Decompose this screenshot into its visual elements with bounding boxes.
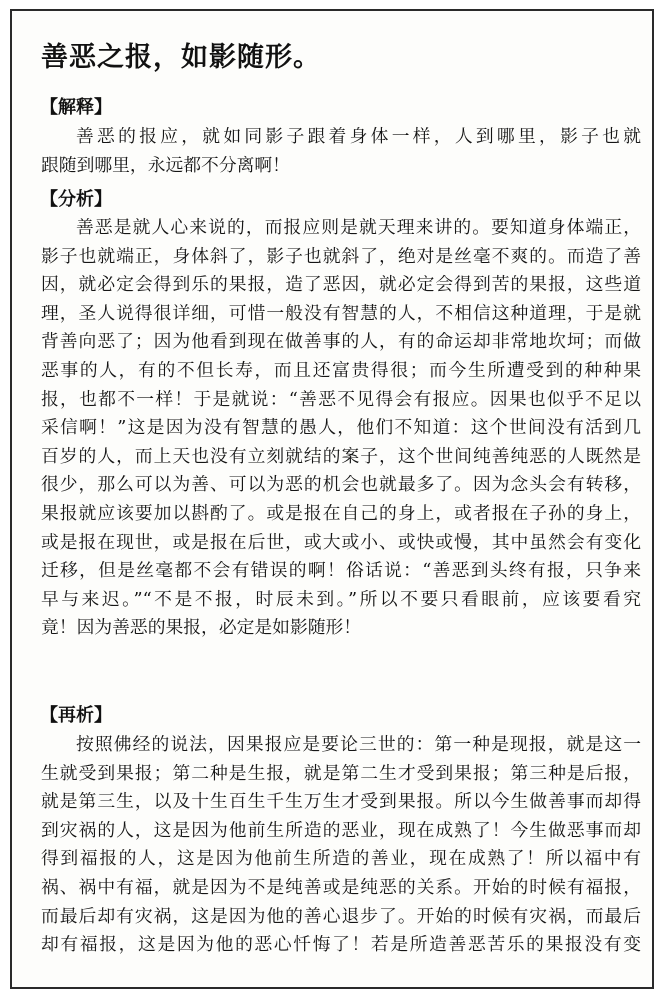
paragraph-line: 到灾祸的人，这是因为他前生所造的恶业，现在成熟了！今生做恶事而却 bbox=[41, 819, 641, 841]
paragraph-line: 百岁的人，而上天也没有立刻就结的案子，这个世间纯善纯恶的人既然是 bbox=[41, 445, 641, 467]
paragraph-line: 早与来迟。”“不是不报，时辰未到。”所以不要只看眼前，应该要看究 bbox=[41, 588, 641, 610]
section-body-further-analysis bbox=[41, 731, 641, 960]
paragraph-line: 按照佛经的说法，因果报应是要论三世的：第一种是现报，就是这一 bbox=[76, 734, 641, 755]
paragraph-line: 就是第三生，以及十生百生千生万生才受到果报。所以今生做善事而却得 bbox=[41, 791, 641, 813]
document-page bbox=[10, 9, 654, 989]
paragraph-line: 得到福报的人，这是因为他前生所造的善业，现在成熟了！所以福中有 bbox=[41, 848, 641, 870]
paragraph-line: 善恶的报应，就如同影子跟着身体一样，人到哪里，影子也就 bbox=[76, 126, 641, 147]
paragraph-line: 背善向恶了；因为他看到现在做善事的人，有的命运却非常地坎坷；而做 bbox=[41, 331, 641, 353]
paragraph-line: 或是报在现世，或是报在后世，或大或小、或快或慢，其中虽然会有变化 bbox=[41, 531, 641, 553]
paragraph-line: 生就受到果报；第二种是生报，就是第二生才受到果报；第三种是后报， bbox=[41, 762, 641, 784]
page-title: 善恶之报，如影随形。 bbox=[41, 42, 321, 73]
paragraph-line: 祸、祸中有福，就是因为不是纯善或是纯恶的关系。开始的时候有福报， bbox=[41, 876, 641, 898]
section-body-explanation bbox=[41, 123, 641, 180]
paragraph-line: 理，圣人说得很详细，可惜一般没有智慧的人，不相信这种道理，于是就 bbox=[41, 302, 641, 324]
paragraph-line: 很少，那么可以为善、可以为恶的机会也就最多了。因为念头会有转移， bbox=[41, 474, 641, 496]
paragraph-line: 却有福报，这是因为他的恶心忏悔了！若是所造善恶苦乐的果报没有变 bbox=[41, 934, 641, 956]
paragraph-line: 而最后却有灾祸，这是因为他的善心退步了。开始的时候有灾祸，而最后 bbox=[41, 905, 641, 927]
paragraph-line: 善恶是就人心来说的，而报应则是就天理来讲的。要知道身体端正， bbox=[76, 217, 641, 238]
paragraph-line: 采信啊！”这是因为没有智慧的愚人，他们不知道：这个世间没有活到几 bbox=[41, 417, 641, 439]
paragraph-line: 迁移，但是丝毫都不会有错误的啊！俗话说：“善恶到头终有报，只争来 bbox=[41, 560, 641, 582]
section-heading-explanation: 【解释】 bbox=[40, 97, 112, 118]
paragraph-line: 报，也都不一样！于是就说：“善恶不见得会有报应。因果也似乎不足以 bbox=[41, 388, 641, 410]
section-body-analysis bbox=[41, 214, 641, 643]
paragraph-line: 影子也就端正，身体斜了，影子也就斜了，绝对是丝毫不爽的。而造了善 bbox=[41, 245, 641, 267]
section-heading-analysis: 【分析】 bbox=[40, 189, 112, 210]
paragraph-line: 恶事的人，有的不但长寿，而且还富贵得很；而今生所遭受到的种种果 bbox=[41, 359, 641, 381]
section-heading-further-analysis: 【再析】 bbox=[40, 705, 112, 726]
paragraph-line: 果报就应该要加以斟酌了。或是报在自己的身上，或者报在子孙的身上， bbox=[41, 502, 641, 524]
paragraph-line: 因，就必定会得到乐的果报，造了恶因，就必定会得到苦的果报，这些道 bbox=[41, 274, 641, 296]
paragraph-line: 跟随到哪里，永远都不分离啊！ bbox=[41, 154, 290, 176]
paragraph-line: 竟！因为善恶的果报，必定是如影随形！ bbox=[41, 617, 362, 639]
